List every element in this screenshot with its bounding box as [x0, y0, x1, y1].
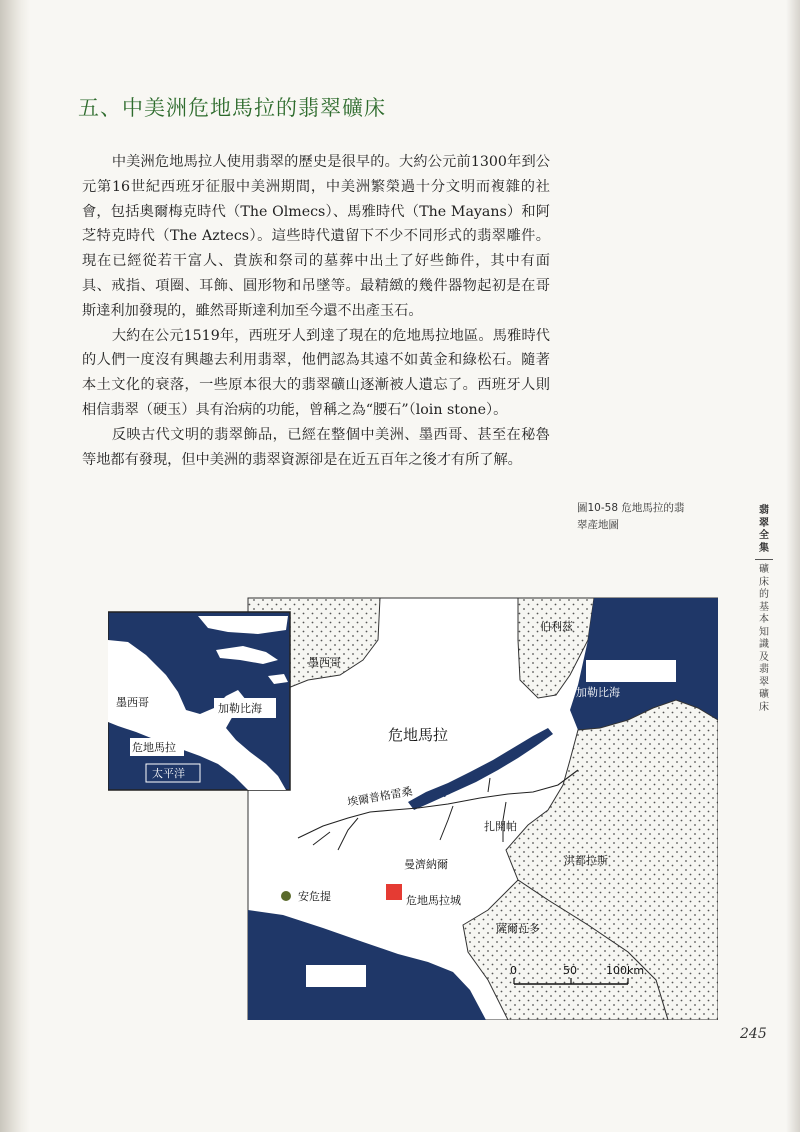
inset-pacific-label: 太平洋: [152, 767, 185, 780]
honduras-label: 洪都拉斯: [564, 854, 608, 867]
book-spine-shadow: [0, 0, 30, 1132]
antigua-label: 安危提: [298, 890, 331, 903]
el-salvador-label: 薩爾瓦多: [496, 922, 540, 935]
scale-fifty: 50: [563, 964, 577, 977]
map-svg: [108, 580, 718, 1020]
paragraph-1: 中美洲危地馬拉人使用翡翠的歷史是很早的。大約公元前1300年到公元第16世紀西班牙征服中美洲期間，中美洲繁榮過十分文明而複雜的社會，包括奧爾梅克時代（The Olmecs）、馬雅時代（The Mayans）和阿芝特克時代（The Aztecs）。這些時代遺留下不少不同形式的翡翠雕件。現在已經從若干富人、貴族和祭司的墓葬中出土了好些飾件，其中有面具、戒指、項圈、耳飾、圓形物和吊墜等。最精緻的幾件器物起初是在哥斯達利加發現的，雖然哥斯達利加至今還不出產玉石。: [82, 154, 550, 319]
page-number: 245: [740, 1026, 767, 1042]
pacific-label: 太平洋: [314, 970, 347, 983]
inset-caribbean-label: 加勒比海: [218, 702, 262, 715]
caribbean-label-box: [586, 660, 676, 682]
mexico-label: 墨西哥: [308, 656, 341, 669]
series-title: 翡 翠 全 集: [759, 505, 769, 554]
sierra-label: 埃爾普格雷桑: [346, 784, 414, 809]
section-title: 五、中美洲危地馬拉的翡翠礦床: [78, 96, 386, 120]
chapter-title: 礦 床 的 基 本 知 識 及 翡 翠 礦 床: [759, 564, 769, 713]
guatemala-city-marker: [386, 884, 402, 900]
zacapa-label: 扎開帕: [484, 820, 517, 833]
side-divider: [755, 559, 773, 560]
side-running-header: [755, 505, 773, 714]
antigua-marker: [281, 891, 291, 901]
scale-zero: 0: [510, 964, 517, 977]
guatemala-city-label: 危地馬拉城: [406, 894, 461, 907]
page-edge-shadow: [786, 0, 800, 1132]
scale-hundred: 100km: [606, 964, 645, 977]
guatemala-label: 危地馬拉: [388, 726, 449, 744]
jade-deposit-map: [108, 580, 718, 1020]
belize-label: 伯利茲: [540, 620, 573, 633]
paragraph-2: 大約在公元1519年，西班牙人到達了現在的危地馬拉地區。馬雅時代的人們一度沒有興趣去利用翡翠，他們認為其遠不如黃金和綠松石。隨著本土文化的衰落，一些原本很大的翡翠礦山逐漸被人遺忘了。西班牙人則相信翡翠（硬玉）具有治病的功能，曾稱之為“腰石”（loin stone）。: [82, 327, 550, 418]
inset-guatemala-label: 危地馬拉: [132, 741, 176, 754]
caribbean-label: 加勒比海: [576, 686, 620, 699]
body-text: [82, 150, 550, 472]
paragraph-3: 反映古代文明的翡翠飾品，已經在整個中美洲、墨西哥、甚至在秘魯等地都有發現，但中美洲的翡翠資源卻是在近五百年之後才有所了解。: [82, 426, 550, 468]
inset-mexico-label: 墨西哥: [116, 696, 149, 709]
manzanal-label: 曼濟納爾: [404, 858, 448, 871]
figure-caption: 圖10-58 危地馬拉的翡翠產地圖: [577, 502, 685, 531]
